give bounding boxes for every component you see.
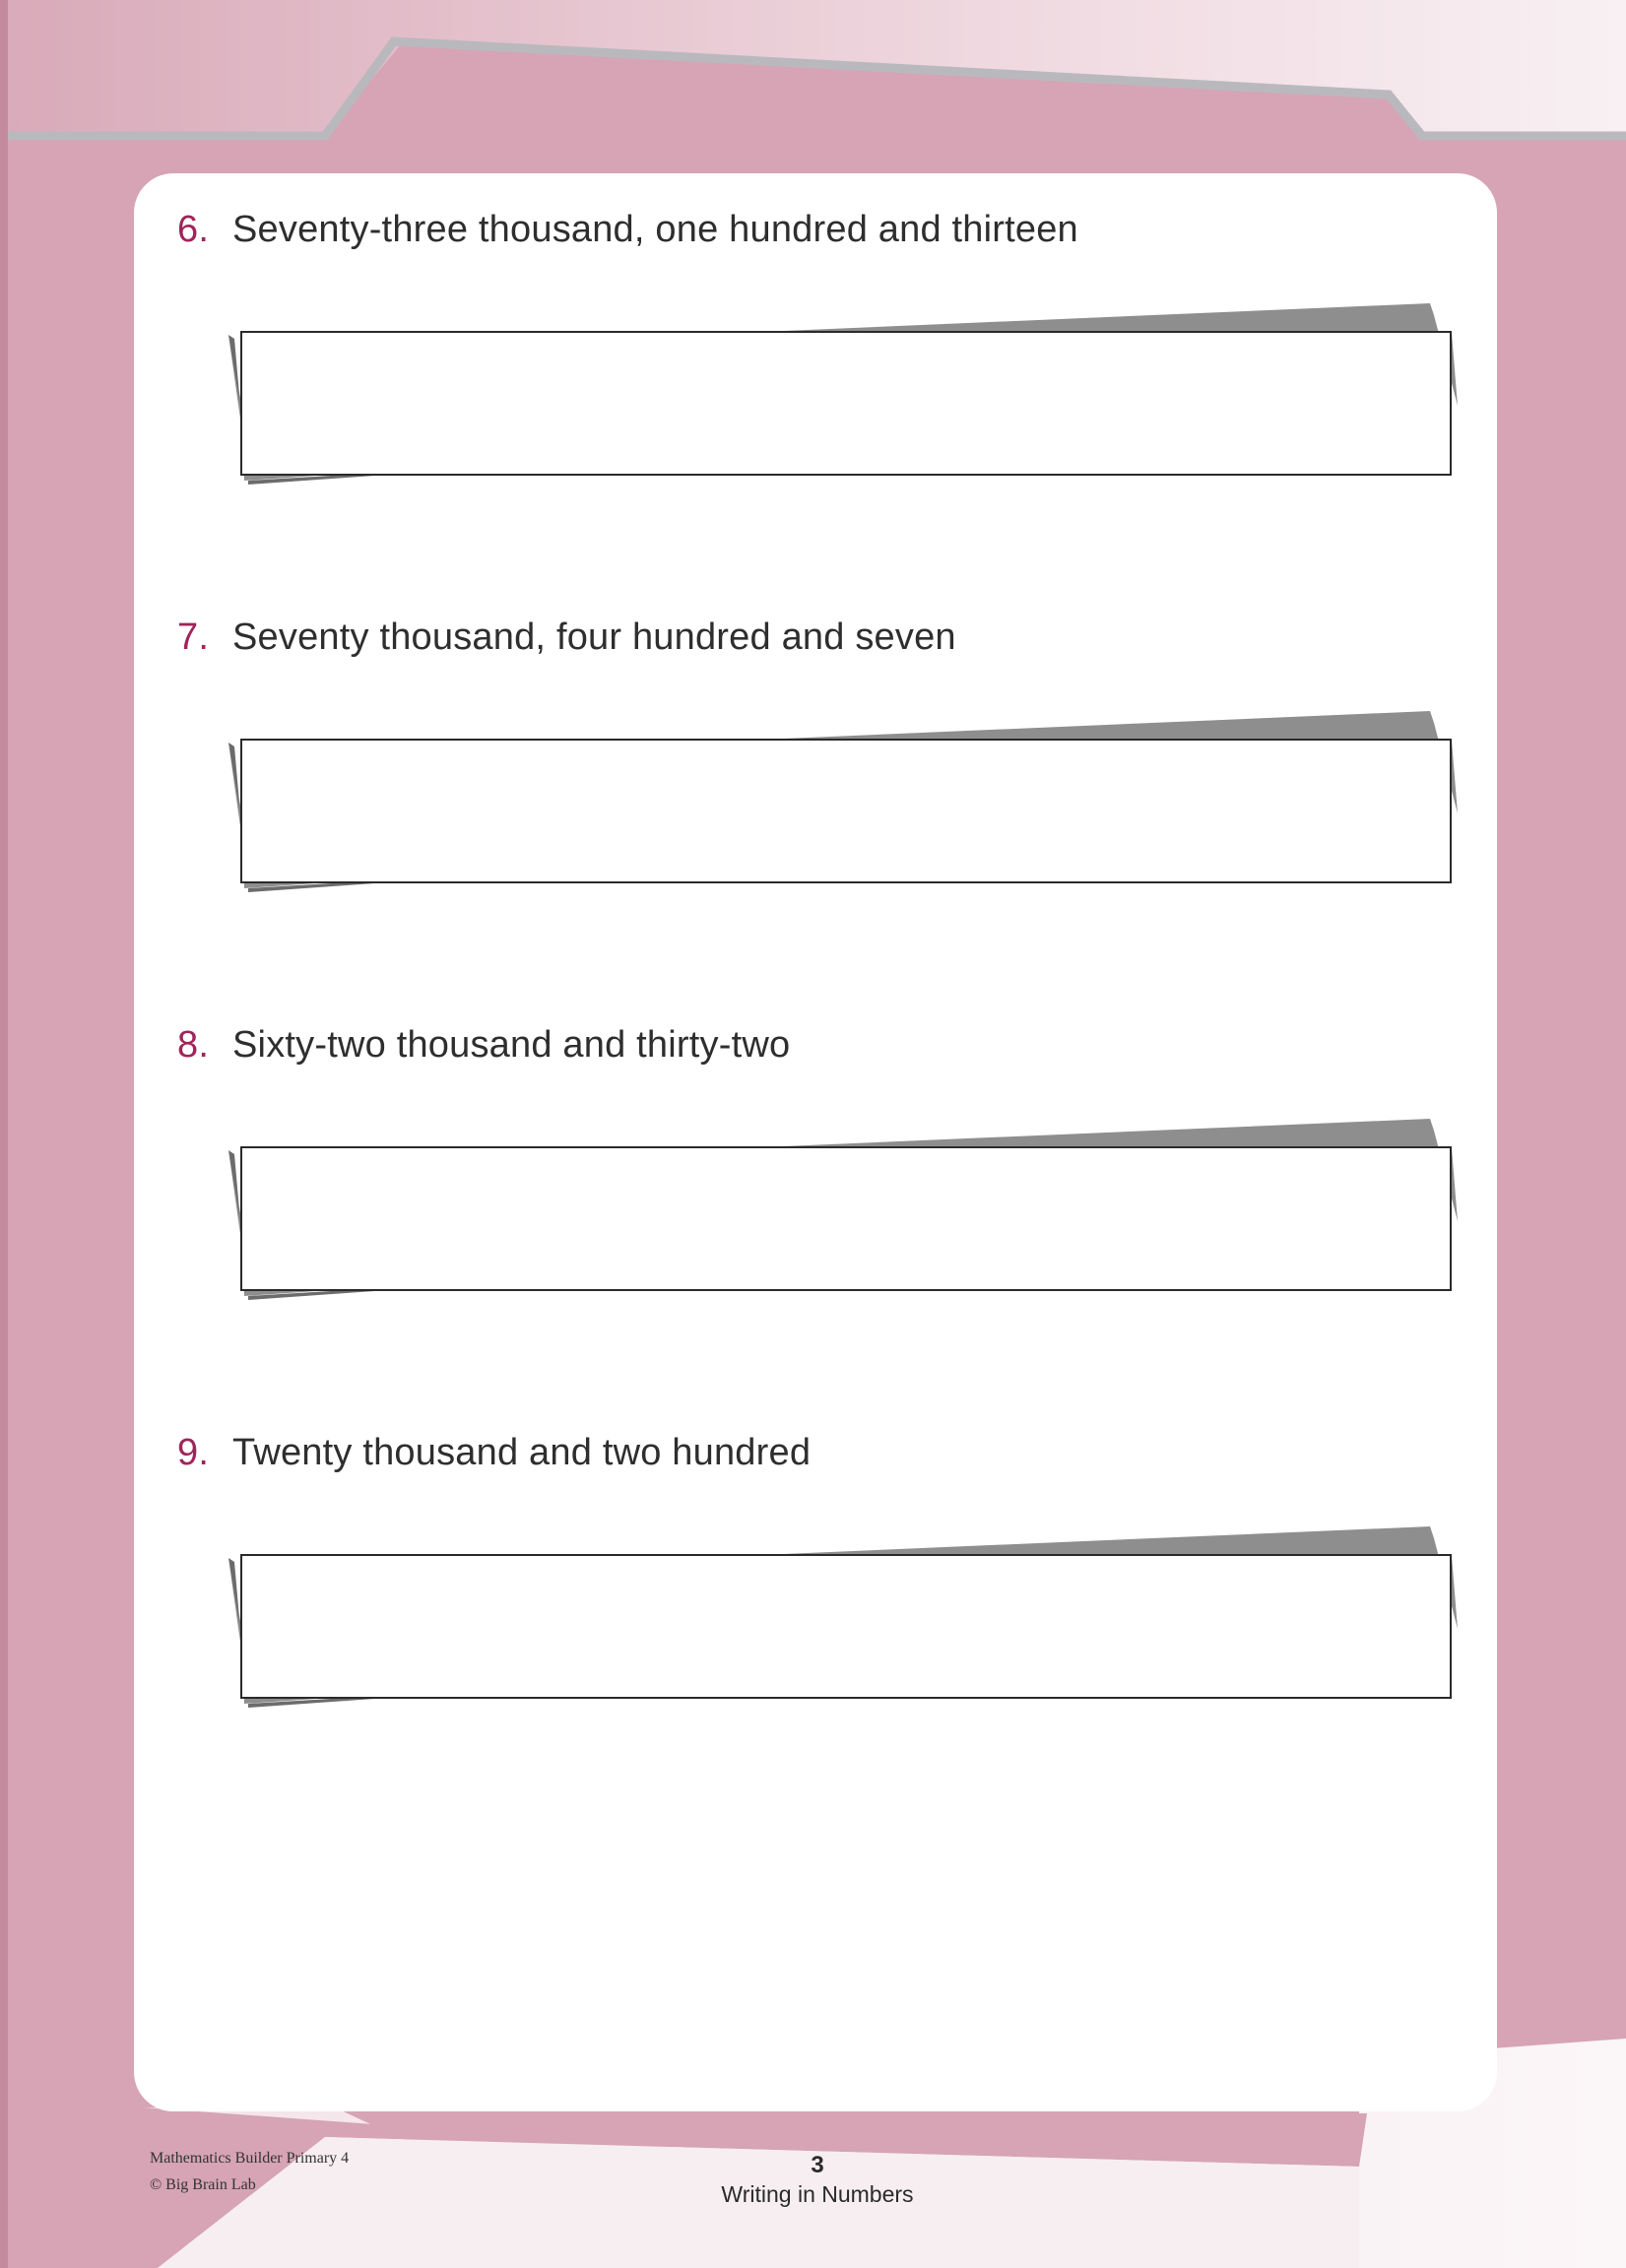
question-9 [134, 1412, 1497, 1821]
answer-box[interactable] [240, 1554, 1452, 1699]
question-prompt: Seventy thousand, four hundred and seven [232, 616, 956, 658]
answer-box[interactable] [240, 331, 1452, 476]
answer-area-7 [228, 695, 1469, 892]
question-number: 7. [177, 616, 210, 658]
question-number: 8. [177, 1024, 210, 1066]
question-8 [134, 1004, 1497, 1413]
question-text-6 [177, 209, 1078, 251]
copyright: © Big Brain Lab [150, 2176, 256, 2193]
question-text-9 [177, 1432, 811, 1474]
answer-area-8 [228, 1103, 1469, 1300]
answer-area-6 [228, 288, 1469, 485]
question-text-8 [177, 1024, 790, 1067]
footer-page-info [630, 2151, 1005, 2208]
section-title: Writing in Numbers [721, 2181, 914, 2207]
worksheet-card [134, 173, 1497, 2111]
question-7 [134, 597, 1497, 1005]
question-prompt: Sixty-two thousand and thirty-two [232, 1024, 791, 1066]
question-number: 9. [177, 1432, 210, 1473]
question-text-7 [177, 616, 956, 659]
answer-box[interactable] [240, 1146, 1452, 1291]
question-number: 6. [177, 209, 210, 250]
question-6 [134, 189, 1497, 598]
book-title: Mathematics Builder Primary 4 [150, 2150, 350, 2167]
footer-book-info [150, 2145, 349, 2198]
answer-area-9 [228, 1511, 1469, 1708]
question-prompt: Twenty thousand and two hundred [232, 1432, 812, 1473]
answer-box[interactable] [240, 739, 1452, 883]
question-prompt: Seventy-three thousand, one hundred and thirteen [232, 209, 1078, 250]
page-number: 3 [811, 2152, 824, 2178]
